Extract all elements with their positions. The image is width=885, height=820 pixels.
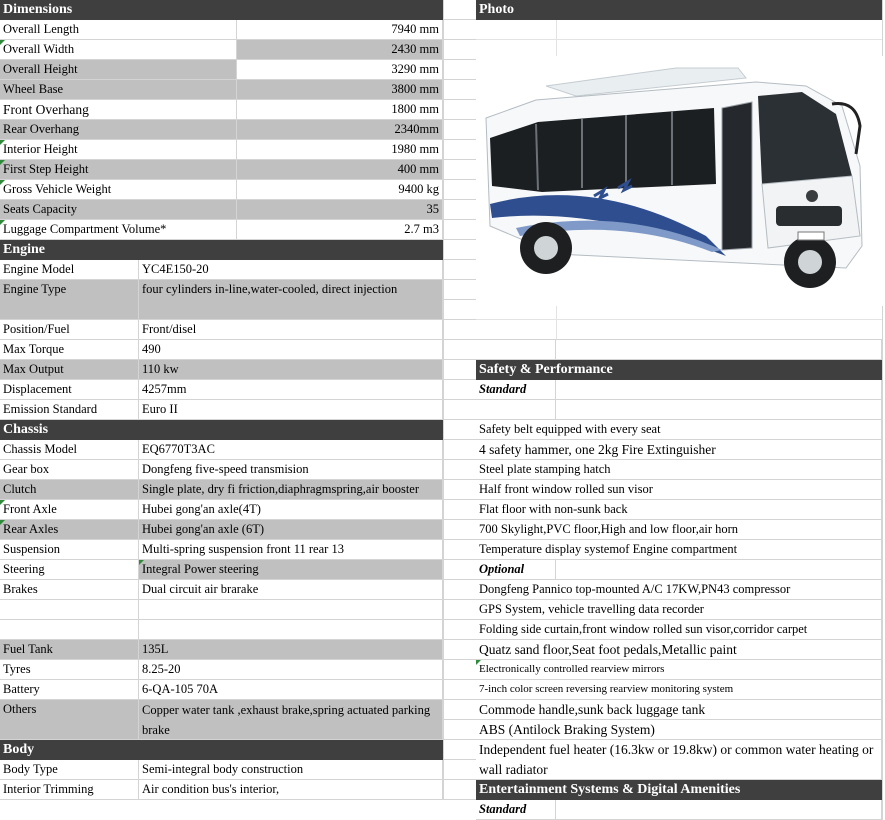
engine-label: Engine Type bbox=[0, 280, 139, 319]
engine-row[interactable] bbox=[0, 320, 443, 340]
optional-item[interactable]: Electronically controlled rearview mirrors bbox=[476, 660, 882, 680]
dim-label: Overall Height bbox=[0, 60, 237, 79]
empty-row bbox=[476, 400, 882, 420]
engine-header: Engine bbox=[0, 240, 443, 260]
dim-label: First Step Height bbox=[0, 160, 237, 179]
dim-value: 2.7 m3 bbox=[237, 220, 443, 239]
dim-row[interactable] bbox=[0, 20, 443, 40]
engine-label: Max Torque bbox=[0, 340, 139, 359]
engine-value: four cylinders in-line,water-cooled, direct injection bbox=[139, 280, 443, 319]
chassis-label: Brakes bbox=[0, 580, 139, 599]
engine-row[interactable] bbox=[0, 340, 443, 360]
chassis-row[interactable] bbox=[0, 560, 443, 580]
safety-item[interactable]: 700 Skylight,PVC floor,High and low floor,air horn bbox=[476, 520, 882, 540]
dim-value: 35 bbox=[237, 200, 443, 219]
dim-row[interactable] bbox=[0, 120, 443, 140]
engine-value: 110 kw bbox=[139, 360, 443, 379]
chassis-value: Multi-spring suspension front 11 rear 13 bbox=[139, 540, 443, 559]
engine-value: Front/disel bbox=[139, 320, 443, 339]
dim-row[interactable] bbox=[0, 200, 443, 220]
chassis-row[interactable] bbox=[0, 480, 443, 500]
entertainment-standard-label: Standard bbox=[476, 800, 882, 820]
bus-photo bbox=[476, 56, 883, 306]
dim-row[interactable] bbox=[0, 220, 443, 240]
photo-area bbox=[476, 20, 882, 340]
chassis-label: Tyres bbox=[0, 660, 139, 679]
optional-item[interactable]: GPS System, vehicle travelling data recorder bbox=[476, 600, 882, 620]
chassis-value: Dual circuit air brarake bbox=[139, 580, 443, 599]
engine-row[interactable] bbox=[0, 260, 443, 280]
safety-item[interactable]: Safety belt equipped with every seat bbox=[476, 420, 882, 440]
dim-value: 3290 mm bbox=[237, 60, 443, 79]
safety-header: Safety & Performance bbox=[476, 360, 882, 380]
chassis-row[interactable] bbox=[0, 520, 443, 540]
dim-label: Wheel Base bbox=[0, 80, 237, 99]
chassis-value: 135L bbox=[139, 640, 443, 659]
body-value: Air condition bus's interior, bbox=[139, 780, 443, 799]
engine-label: Displacement bbox=[0, 380, 139, 399]
dim-row[interactable] bbox=[0, 140, 443, 160]
chassis-value: Dongfeng five-speed transmision bbox=[139, 460, 443, 479]
safety-item[interactable]: 4 safety hammer, one 2kg Fire Extinguisher bbox=[476, 440, 882, 460]
dim-label: Seats Capacity bbox=[0, 200, 237, 219]
body-value: Semi-integral body construction bbox=[139, 760, 443, 779]
engine-value: Euro II bbox=[139, 400, 443, 419]
chassis-value: EQ6770T3AC bbox=[139, 440, 443, 459]
dim-row[interactable] bbox=[0, 100, 443, 120]
dim-row[interactable] bbox=[0, 160, 443, 180]
safety-optional-label: Optional bbox=[476, 560, 882, 580]
dim-value: 400 mm bbox=[237, 160, 443, 179]
dim-value: 1800 mm bbox=[237, 100, 443, 119]
dim-row[interactable] bbox=[0, 180, 443, 200]
chassis-row[interactable] bbox=[0, 440, 443, 460]
engine-row[interactable] bbox=[0, 380, 443, 400]
spacer-column bbox=[443, 0, 476, 800]
empty-row bbox=[0, 600, 443, 620]
chassis-row[interactable] bbox=[0, 640, 443, 660]
body-label: Body Type bbox=[0, 760, 139, 779]
entertainment-header: Entertainment Systems & Digital Amenities bbox=[476, 780, 882, 800]
chassis-label: Chassis Model bbox=[0, 440, 139, 459]
chassis-row[interactable] bbox=[0, 500, 443, 520]
chassis-row[interactable] bbox=[0, 460, 443, 480]
body-row[interactable] bbox=[0, 760, 443, 780]
engine-label: Max Output bbox=[0, 360, 139, 379]
engine-label: Position/Fuel bbox=[0, 320, 139, 339]
chassis-label: Rear Axles bbox=[0, 520, 139, 539]
optional-item[interactable]: ABS (Antilock Braking System) bbox=[476, 720, 882, 740]
optional-item[interactable]: Folding side curtain,front window rolled sun visor,corridor carpet bbox=[476, 620, 882, 640]
safety-item[interactable]: Steel plate stamping hatch bbox=[476, 460, 882, 480]
safety-item[interactable]: Half front window rolled sun visor bbox=[476, 480, 882, 500]
optional-item[interactable]: Independent fuel heater (16.3kw or 19.8kw) or common water heating or wall radiator bbox=[476, 740, 882, 780]
engine-row[interactable] bbox=[0, 280, 443, 320]
optional-item[interactable]: Commode handle,sunk back luggage tank bbox=[476, 700, 882, 720]
dim-label: Rear Overhang bbox=[0, 120, 237, 139]
dim-value: 2340mm bbox=[237, 120, 443, 139]
empty-row bbox=[0, 620, 443, 640]
chassis-label: Battery bbox=[0, 680, 139, 699]
dim-value: 1980 mm bbox=[237, 140, 443, 159]
dim-row[interactable] bbox=[0, 60, 443, 80]
safety-standard-label: Standard bbox=[476, 380, 882, 400]
chassis-label: Clutch bbox=[0, 480, 139, 499]
engine-value: YC4E150-20 bbox=[139, 260, 443, 279]
optional-item[interactable]: Dongfeng Pannico top-mounted A/C 17KW,PN43 compressor bbox=[476, 580, 882, 600]
dim-row[interactable] bbox=[0, 40, 443, 60]
chassis-label: Others bbox=[0, 700, 139, 739]
dim-label: Overall Width bbox=[0, 40, 237, 59]
chassis-label: Gear box bbox=[0, 460, 139, 479]
optional-item[interactable]: 7-inch color screen reversing rearview monitoring system bbox=[476, 680, 882, 700]
body-label: Interior Trimming bbox=[0, 780, 139, 799]
dim-value: 9400 kg bbox=[237, 180, 443, 199]
chassis-value: Hubei gong'an axle (6T) bbox=[139, 520, 443, 539]
dim-label: Interior Height bbox=[0, 140, 237, 159]
chassis-row[interactable] bbox=[0, 540, 443, 560]
dim-label: Gross Vehicle Weight bbox=[0, 180, 237, 199]
chassis-label: Fuel Tank bbox=[0, 640, 139, 659]
dimensions-header: Dimensions bbox=[0, 0, 443, 20]
empty-row bbox=[476, 340, 882, 360]
chassis-row[interactable] bbox=[0, 660, 443, 680]
dim-label: Luggage Compartment Volume* bbox=[0, 220, 237, 239]
dim-label: Overall Length bbox=[0, 20, 237, 39]
chassis-value: Copper water tank ,exhaust brake,spring actuated parking brake bbox=[139, 700, 443, 739]
photo-header: Photo bbox=[476, 0, 882, 20]
optional-item[interactable]: Quatz sand floor,Seat foot pedals,Metallic paint bbox=[476, 640, 882, 660]
chassis-value: Single plate, dry fi friction,diaphragmspring,air booster bbox=[139, 480, 443, 499]
engine-row[interactable] bbox=[0, 360, 443, 380]
chassis-row[interactable] bbox=[0, 580, 443, 600]
body-row[interactable] bbox=[0, 780, 443, 800]
dim-value: 2430 mm bbox=[237, 40, 443, 59]
spec-table-left bbox=[0, 0, 443, 800]
chassis-label: Steering bbox=[0, 560, 139, 579]
engine-label: Emission Standard bbox=[0, 400, 139, 419]
spec-table-right bbox=[476, 0, 883, 820]
chassis-label: Suspension bbox=[0, 540, 139, 559]
chassis-value: Integral Power steering bbox=[139, 560, 443, 579]
body-header: Body bbox=[0, 740, 443, 760]
engine-row[interactable] bbox=[0, 400, 443, 420]
dim-row[interactable] bbox=[0, 80, 443, 100]
chassis-value: Hubei gong'an axle(4T) bbox=[139, 500, 443, 519]
chassis-row[interactable] bbox=[0, 700, 443, 740]
chassis-value: 8.25-20 bbox=[139, 660, 443, 679]
dim-value: 3800 mm bbox=[237, 80, 443, 99]
engine-value: 490 bbox=[139, 340, 443, 359]
engine-label: Engine Model bbox=[0, 260, 139, 279]
chassis-header: Chassis bbox=[0, 420, 443, 440]
safety-item[interactable]: Temperature display systemof Engine compartment bbox=[476, 540, 882, 560]
dim-label: Front Overhang bbox=[0, 100, 237, 119]
chassis-row[interactable] bbox=[0, 680, 443, 700]
safety-item[interactable]: Flat floor with non-sunk back bbox=[476, 500, 882, 520]
engine-value: 4257mm bbox=[139, 380, 443, 399]
chassis-value: 6-QA-105 70A bbox=[139, 680, 443, 699]
dim-value: 7940 mm bbox=[237, 20, 443, 39]
chassis-label: Front Axle bbox=[0, 500, 139, 519]
